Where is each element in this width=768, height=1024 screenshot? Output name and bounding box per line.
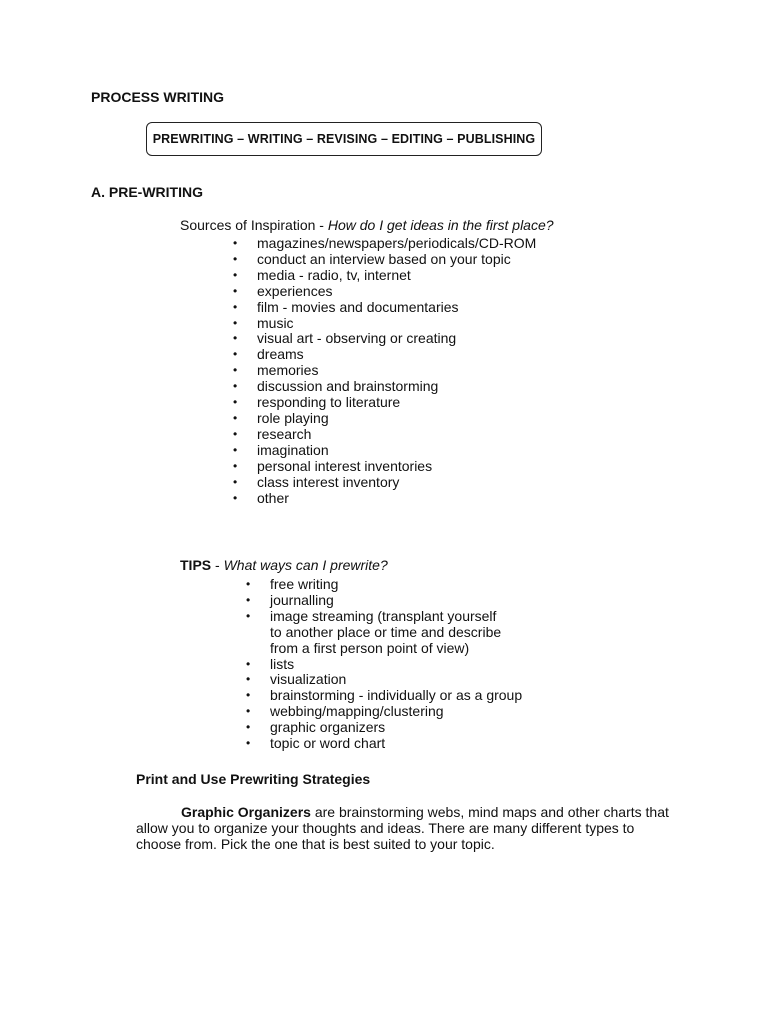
sources-question: How do I get ideas in the first place?: [327, 217, 554, 233]
bullet-icon: •: [233, 410, 238, 425]
bullet-icon: •: [233, 347, 238, 362]
source-item: [233, 298, 536, 316]
source-item-text: research: [257, 425, 312, 442]
process-stages-box: [146, 122, 542, 156]
tip-item-text: topic or word chart: [270, 735, 386, 752]
source-item-text: responding to literature: [257, 394, 401, 411]
bullet-icon: •: [233, 379, 238, 394]
sources-list: [233, 235, 537, 506]
source-item-text: conduct an interview based on your topic: [257, 250, 511, 267]
source-item: [233, 378, 536, 395]
bullet-icon: •: [233, 267, 238, 282]
source-item-text: magazines/newspapers/periodicals/CD-ROM: [257, 235, 537, 251]
bullet-icon: •: [233, 474, 238, 489]
source-item: [233, 266, 536, 284]
tip-item: [246, 591, 522, 609]
tip-item-text: image streaming (transplant yourself: [270, 607, 497, 624]
bullet-icon: •: [246, 704, 251, 719]
bullet-icon: •: [233, 426, 238, 441]
source-item-text: visual art - observing or creating: [257, 330, 457, 347]
bullet-icon: •: [233, 395, 238, 410]
bullet-icon: •: [233, 283, 238, 298]
section-heading-prewriting: A. PRE-WRITING: [91, 184, 203, 200]
tip-item: [246, 735, 522, 752]
bullet-icon: •: [246, 688, 251, 703]
bullet-icon: •: [246, 672, 251, 687]
bullet-icon: •: [233, 442, 238, 457]
tip-item: [246, 671, 522, 688]
source-item: [233, 330, 536, 347]
source-item-text: memories: [257, 362, 319, 379]
source-item: [233, 409, 536, 427]
source-item: [233, 441, 536, 459]
tip-item: [246, 576, 522, 593]
bullet-icon: •: [246, 720, 251, 735]
source-item: [233, 346, 536, 363]
source-item-text: class interest inventory: [257, 473, 400, 490]
tips-label: TIPS: [180, 557, 212, 573]
tip-item-text: brainstorming - individually or as a group: [270, 687, 523, 704]
source-item-text: dreams: [257, 346, 304, 363]
tips-separator: -: [211, 557, 224, 573]
source-item: [233, 282, 536, 300]
tips-intro: [180, 557, 388, 573]
tip-item: [246, 687, 523, 704]
source-item-text: media - radio, tv, internet: [257, 266, 411, 283]
source-item: [233, 489, 536, 507]
tip-item: [246, 703, 522, 720]
process-stages-text: PREWRITING – WRITING – REVISING – EDITING – PUBLISHING: [152, 132, 536, 146]
source-item: [233, 457, 536, 475]
bullet-icon: •: [233, 458, 238, 473]
tip-item-text: free writing: [270, 576, 339, 592]
bullet-icon: •: [246, 736, 251, 751]
bullet-icon: •: [233, 490, 238, 505]
bullet-icon: •: [233, 251, 238, 266]
source-item-text: experiences: [257, 282, 333, 299]
source-item-text: role playing: [257, 409, 329, 426]
bullet-icon: •: [233, 331, 238, 346]
tips-question: What ways can I prewrite?: [223, 557, 388, 573]
bullet-icon: •: [246, 592, 251, 607]
tip-item-continuation: from a first person point of view): [270, 639, 470, 656]
graphic-organizers-term: Graphic Organizers: [181, 804, 311, 820]
source-item: [233, 250, 536, 268]
tip-item-text: lists: [270, 655, 295, 672]
source-item: [233, 394, 536, 411]
tip-item-text: graphic organizers: [270, 719, 386, 736]
source-item-text: film - movies and documentaries: [257, 298, 459, 315]
tips-list: [246, 576, 523, 752]
sources-intro: [180, 217, 554, 233]
tip-item: [246, 607, 522, 657]
tip-item: [246, 719, 522, 736]
bullet-icon: •: [246, 577, 251, 591]
tip-item-text: webbing/mapping/clustering: [270, 703, 444, 720]
tip-item: [246, 655, 522, 673]
tip-item-text: visualization: [270, 671, 347, 688]
tip-item-continuation: to another place or time and describe: [270, 623, 502, 640]
source-item-text: imagination: [257, 441, 329, 458]
source-item-text: personal interest inventories: [257, 457, 433, 474]
bullet-icon: •: [233, 315, 238, 330]
source-item: [233, 425, 536, 443]
page-title: PROCESS WRITING: [91, 89, 225, 105]
bullet-icon: •: [246, 608, 251, 623]
source-item-text: discussion and brainstorming: [257, 378, 439, 395]
strategies-heading: Print and Use Prewriting Strategies: [136, 771, 371, 787]
source-item-text: other: [257, 489, 289, 506]
bullet-icon: •: [233, 236, 238, 250]
source-item: [233, 362, 536, 379]
graphic-organizers-paragraph: [136, 804, 676, 852]
graphic-organizers-text: are brainstorming webs, mind maps and other charts that allow you to organize your thoughts and ideas. There are many different types to choose from. Pick the one that is best suited to your topic.: [136, 804, 669, 852]
bullet-icon: •: [233, 299, 238, 314]
bullet-icon: •: [246, 656, 251, 671]
source-item: [233, 473, 536, 491]
source-item: [233, 235, 537, 252]
source-item: [233, 314, 536, 332]
bullet-icon: •: [233, 363, 238, 378]
source-item-text: music: [257, 314, 294, 331]
tip-item-text: journalling: [270, 591, 334, 608]
sources-label: Sources of Inspiration -: [180, 217, 328, 233]
